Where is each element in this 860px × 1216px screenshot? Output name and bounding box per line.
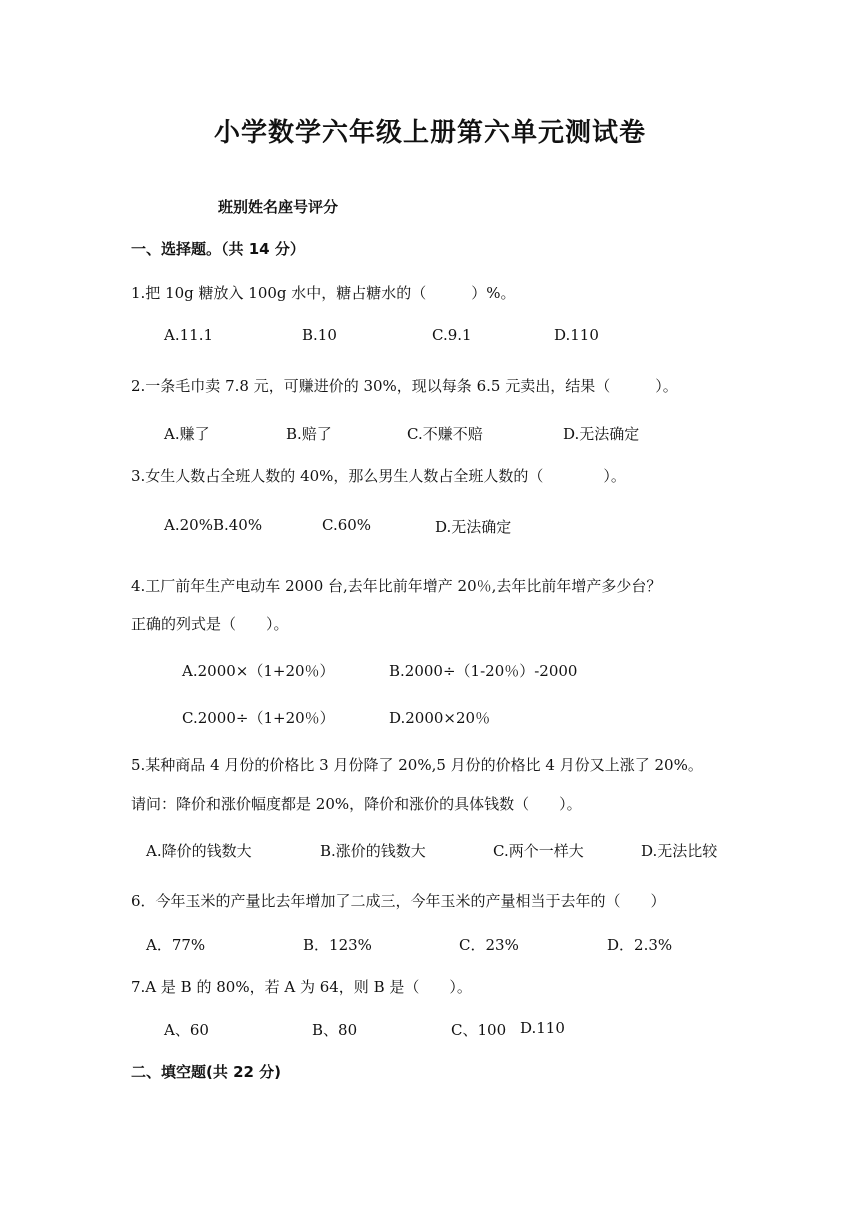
q7-option-c: C、100 bbox=[451, 1021, 507, 1039]
question-6: 6．今年玉米的产量比去年增加了二成三，今年玉米的产量相当于去年的（ ） bbox=[131, 892, 666, 910]
question-3: 3.女生人数占全班人数的 40%，那么男生人数占全班人数的（ ）。 bbox=[131, 467, 626, 485]
q1-option-c: C.9.1 bbox=[432, 326, 472, 344]
q4-option-c: C.2000÷（1+20％） bbox=[182, 709, 335, 727]
q2-option-d: D.无法确定 bbox=[563, 425, 640, 443]
q7-option-b: B、80 bbox=[312, 1021, 358, 1039]
q3-option-d: D.无法确定 bbox=[435, 518, 512, 536]
q1-option-b: B.10 bbox=[302, 326, 337, 344]
question-5-line-2: 请问：降价和涨价幅度都是 20%，降价和涨价的具体钱数（ ）。 bbox=[131, 795, 582, 813]
question-1: 1.把 10g 糖放入 100g 水中，糖占糖水的（ ）%。 bbox=[131, 284, 516, 302]
question-4-line-2: 正确的列式是（ ）。 bbox=[131, 615, 289, 633]
section-2-heading: 二、填空题(共 22 分) bbox=[131, 1063, 282, 1081]
q7-option-d: D.110 bbox=[520, 1019, 565, 1037]
q1-option-d: D.110 bbox=[554, 326, 599, 344]
q3-option-c: C.60% bbox=[322, 516, 372, 534]
q2-option-b: B.赔了 bbox=[286, 425, 332, 443]
q6-option-a: A．77% bbox=[146, 936, 206, 954]
q4-option-b: B.2000÷（1-20％）-2000 bbox=[389, 662, 578, 680]
q5-option-b: B.涨价的钱数大 bbox=[320, 842, 426, 860]
q2-option-a: A.赚了 bbox=[164, 425, 210, 443]
q6-option-c: C．23% bbox=[459, 936, 519, 954]
student-info-line: 班别姓名座号评分 bbox=[218, 198, 339, 216]
q5-option-d: D.无法比较 bbox=[641, 842, 718, 860]
q3-option-ab: A.20%B.40% bbox=[164, 516, 263, 534]
q4-option-a: A.2000×（1+20％） bbox=[182, 662, 335, 680]
question-5-line-1: 5.某种商品 4 月份的价格比 3 月份降了 20%,5 月份的价格比 4 月份又上涨了 20%。 bbox=[131, 756, 703, 774]
question-2: 2.一条毛巾卖 7.8 元，可赚进价的 30%，现以每条 6.5 元卖出，结果（ ）。 bbox=[131, 377, 678, 395]
question-7: 7.A 是 B 的 80%，若 A 为 64，则 B 是（ ）。 bbox=[131, 978, 472, 996]
q4-option-d: D.2000×20％ bbox=[389, 709, 491, 727]
question-4-line-1: 4.工厂前年生产电动车 2000 台,去年比前年增产 20％,去年比前年增产多少台？ bbox=[131, 577, 662, 595]
q2-option-c: C.不赚不赔 bbox=[407, 425, 483, 443]
q5-option-c: C.两个一样大 bbox=[493, 842, 584, 860]
q7-option-a: A、60 bbox=[164, 1021, 209, 1039]
section-1-heading: 一、选择题。（共 14 分） bbox=[131, 240, 305, 258]
page-title: 小学数学六年级上册第六单元测试卷 bbox=[213, 118, 646, 148]
q1-option-a: A.11.1 bbox=[164, 326, 213, 344]
q6-option-d: D．2.3% bbox=[607, 936, 673, 954]
q6-option-b: B．123% bbox=[303, 936, 372, 954]
q5-option-a: A.降价的钱数大 bbox=[146, 842, 252, 860]
